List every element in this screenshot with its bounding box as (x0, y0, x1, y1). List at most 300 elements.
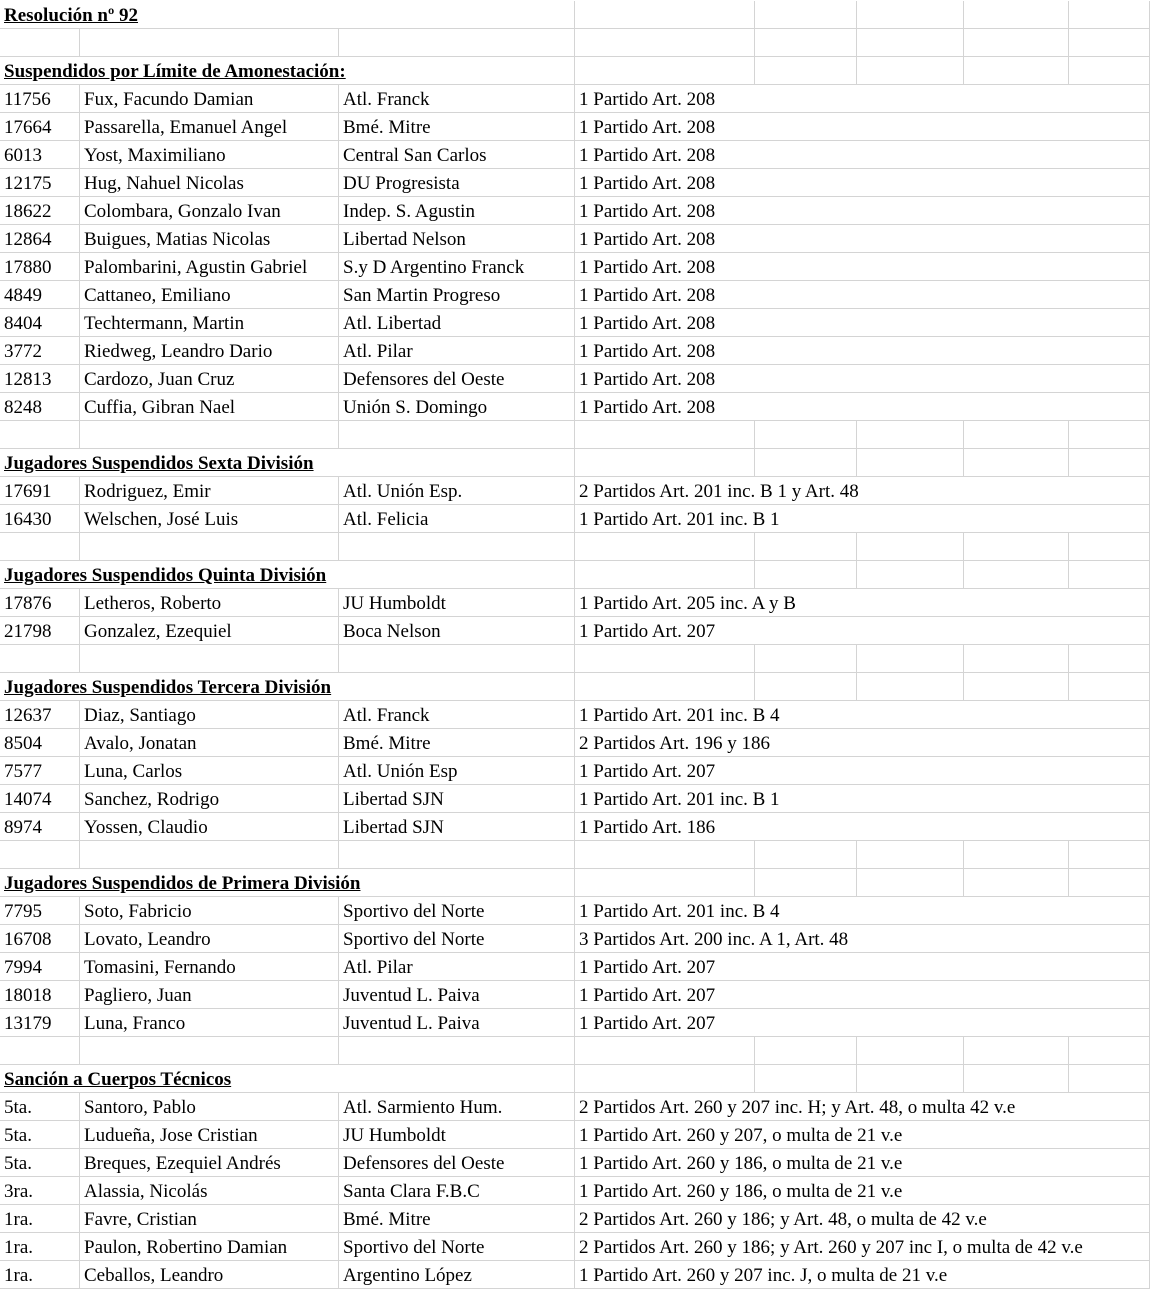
club-cell[interactable]: Libertad SJN (339, 785, 575, 812)
empty-cell[interactable] (575, 533, 755, 560)
name-cell[interactable]: Paulon, Robertino Damian (80, 1233, 339, 1260)
empty-cell[interactable] (0, 533, 80, 560)
empty-cell[interactable] (857, 29, 964, 56)
empty-cell[interactable] (857, 813, 964, 840)
empty-cell[interactable] (857, 197, 964, 224)
sanction-cell[interactable]: 1 Partido Art. 260 y 207, o multa de 21 v.e (579, 1125, 903, 1146)
empty-cell[interactable] (575, 1065, 755, 1092)
empty-cell[interactable] (1069, 85, 1150, 112)
empty-cell[interactable] (964, 981, 1069, 1008)
empty-cell[interactable] (339, 1037, 575, 1064)
sanction-cell[interactable]: 1 Partido Art. 207 (579, 985, 716, 1006)
sanction-cell[interactable]: 1 Partido Art. 207 (579, 957, 716, 978)
sanction-cell[interactable]: 1 Partido Art. 260 y 186, o multa de 21 v.e (579, 1181, 903, 1202)
id-cell[interactable]: 12813 (0, 365, 80, 392)
club-cell[interactable]: Sportivo del Norte (339, 925, 575, 952)
name-cell[interactable]: Passarella, Emanuel Angel (80, 113, 339, 140)
empty-cell[interactable] (575, 841, 755, 868)
empty-cell[interactable] (964, 1261, 1069, 1288)
empty-cell[interactable] (1069, 673, 1150, 700)
empty-cell[interactable] (755, 1065, 857, 1092)
empty-cell[interactable] (1069, 141, 1150, 168)
sanction-cell[interactable]: 1 Partido Art. 208 (579, 341, 716, 362)
empty-cell[interactable] (1069, 197, 1150, 224)
empty-cell[interactable] (1069, 533, 1150, 560)
club-cell[interactable]: Sportivo del Norte (339, 897, 575, 924)
id-cell[interactable]: 17880 (0, 253, 80, 280)
empty-cell[interactable] (0, 645, 80, 672)
empty-cell[interactable] (964, 785, 1069, 812)
id-cell[interactable]: 8504 (0, 729, 80, 756)
empty-cell[interactable] (755, 309, 857, 336)
empty-cell[interactable] (339, 841, 575, 868)
empty-cell[interactable] (964, 1121, 1069, 1148)
empty-cell[interactable] (755, 1121, 857, 1148)
empty-cell[interactable] (80, 645, 339, 672)
empty-cell[interactable] (755, 813, 857, 840)
club-cell[interactable]: Juventud L. Paiva (339, 981, 575, 1008)
name-cell[interactable]: Riedweg, Leandro Dario (80, 337, 339, 364)
club-cell[interactable]: Boca Nelson (339, 617, 575, 644)
club-cell[interactable]: San Martin Progreso (339, 281, 575, 308)
sanction-cell[interactable]: 1 Partido Art. 208 (579, 397, 716, 418)
sanction-cell[interactable]: 2 Partidos Art. 260 y 186; y Art. 48, o multa de 42 v.e (579, 1209, 987, 1230)
empty-cell[interactable] (1069, 225, 1150, 252)
sanction-cell[interactable]: 1 Partido Art. 208 (579, 201, 716, 222)
empty-cell[interactable] (1069, 1205, 1150, 1232)
name-cell[interactable]: Soto, Fabricio (80, 897, 339, 924)
empty-cell[interactable] (1069, 953, 1150, 980)
empty-cell[interactable] (575, 449, 755, 476)
empty-cell[interactable] (339, 673, 575, 700)
empty-cell[interactable] (1069, 281, 1150, 308)
club-cell[interactable]: Unión S. Domingo (339, 393, 575, 420)
name-cell[interactable]: Ludueña, Jose Cristian (80, 1121, 339, 1148)
id-cell[interactable]: 18622 (0, 197, 80, 224)
club-cell[interactable]: Juventud L. Paiva (339, 1009, 575, 1036)
empty-cell[interactable] (1069, 925, 1150, 952)
empty-cell[interactable] (1069, 29, 1150, 56)
sanction-cell[interactable]: 2 Partidos Art. 260 y 207 inc. H; y Art. 48, o multa 42 v.e (579, 1097, 1016, 1118)
empty-cell[interactable] (1069, 421, 1150, 448)
name-cell[interactable]: Palombarini, Agustin Gabriel (80, 253, 339, 280)
club-cell[interactable]: Sportivo del Norte (339, 1233, 575, 1260)
id-cell[interactable]: 16430 (0, 505, 80, 532)
id-cell[interactable]: 11756 (0, 85, 80, 112)
sanction-cell[interactable]: 3 Partidos Art. 200 inc. A 1, Art. 48 (579, 929, 849, 950)
empty-cell[interactable] (964, 673, 1069, 700)
sanction-cell[interactable]: 1 Partido Art. 201 inc. B 1 (579, 509, 780, 530)
empty-cell[interactable] (755, 617, 857, 644)
empty-cell[interactable] (755, 785, 857, 812)
name-cell[interactable]: Diaz, Santiago (80, 701, 339, 728)
empty-cell[interactable] (755, 337, 857, 364)
empty-cell[interactable] (857, 757, 964, 784)
empty-cell[interactable] (339, 29, 575, 56)
empty-cell[interactable] (964, 1, 1069, 28)
empty-cell[interactable] (575, 561, 755, 588)
name-cell[interactable]: Hug, Nahuel Nicolas (80, 169, 339, 196)
club-cell[interactable]: Atl. Unión Esp (339, 757, 575, 784)
empty-cell[interactable] (575, 1, 755, 28)
club-cell[interactable]: Libertad Nelson (339, 225, 575, 252)
empty-cell[interactable] (857, 897, 964, 924)
empty-cell[interactable] (857, 1037, 964, 1064)
id-cell[interactable]: 3772 (0, 337, 80, 364)
name-cell[interactable]: Luna, Carlos (80, 757, 339, 784)
id-cell[interactable]: 17664 (0, 113, 80, 140)
empty-cell[interactable] (755, 141, 857, 168)
empty-cell[interactable] (857, 1233, 964, 1260)
empty-cell[interactable] (1069, 841, 1150, 868)
id-cell[interactable]: 5ta. (0, 1149, 80, 1176)
empty-cell[interactable] (857, 1065, 964, 1092)
club-cell[interactable]: Atl. Pilar (339, 337, 575, 364)
empty-cell[interactable] (857, 645, 964, 672)
empty-cell[interactable] (80, 421, 339, 448)
empty-cell[interactable] (964, 533, 1069, 560)
sanction-cell[interactable]: 1 Partido Art. 201 inc. B 1 (579, 789, 780, 810)
empty-cell[interactable] (1069, 393, 1150, 420)
empty-cell[interactable] (964, 701, 1069, 728)
empty-cell[interactable] (964, 337, 1069, 364)
empty-cell[interactable] (575, 645, 755, 672)
empty-cell[interactable] (857, 393, 964, 420)
empty-cell[interactable] (1069, 1037, 1150, 1064)
empty-cell[interactable] (755, 449, 857, 476)
empty-cell[interactable] (1069, 253, 1150, 280)
empty-cell[interactable] (339, 57, 575, 84)
name-cell[interactable]: Luna, Franco (80, 1009, 339, 1036)
empty-cell[interactable] (1069, 1149, 1150, 1176)
empty-cell[interactable] (575, 869, 755, 896)
empty-cell[interactable] (964, 505, 1069, 532)
empty-cell[interactable] (339, 449, 575, 476)
club-cell[interactable]: Argentino López (339, 1261, 575, 1288)
id-cell[interactable]: 7994 (0, 953, 80, 980)
id-cell[interactable]: 1ra. (0, 1205, 80, 1232)
club-cell[interactable]: Atl. Franck (339, 85, 575, 112)
empty-cell[interactable] (857, 1009, 964, 1036)
empty-cell[interactable] (857, 841, 964, 868)
sanction-cell[interactable]: 2 Partidos Art. 201 inc. B 1 y Art. 48 (579, 481, 859, 502)
empty-cell[interactable] (755, 1, 857, 28)
empty-cell[interactable] (755, 505, 857, 532)
empty-cell[interactable] (964, 57, 1069, 84)
empty-cell[interactable] (1069, 505, 1150, 532)
empty-cell[interactable] (1069, 1121, 1150, 1148)
sanction-cell[interactable]: 1 Partido Art. 208 (579, 257, 716, 278)
club-cell[interactable]: Defensores del Oeste (339, 1149, 575, 1176)
empty-cell[interactable] (1069, 337, 1150, 364)
sanction-cell[interactable]: 1 Partido Art. 208 (579, 285, 716, 306)
empty-cell[interactable] (755, 869, 857, 896)
empty-cell[interactable] (857, 701, 964, 728)
empty-cell[interactable] (964, 925, 1069, 952)
empty-cell[interactable] (575, 421, 755, 448)
sanction-cell[interactable]: 1 Partido Art. 201 inc. B 4 (579, 705, 780, 726)
empty-cell[interactable] (964, 1093, 1069, 1120)
id-cell[interactable]: 17876 (0, 589, 80, 616)
empty-cell[interactable] (1069, 309, 1150, 336)
id-cell[interactable]: 8404 (0, 309, 80, 336)
empty-cell[interactable] (755, 169, 857, 196)
name-cell[interactable]: Tomasini, Fernando (80, 953, 339, 980)
empty-cell[interactable] (1069, 1009, 1150, 1036)
empty-cell[interactable] (755, 897, 857, 924)
club-cell[interactable]: Atl. Unión Esp. (339, 477, 575, 504)
empty-cell[interactable] (0, 841, 80, 868)
name-cell[interactable]: Colombara, Gonzalo Ivan (80, 197, 339, 224)
id-cell[interactable]: 17691 (0, 477, 80, 504)
id-cell[interactable]: 5ta. (0, 1121, 80, 1148)
empty-cell[interactable] (964, 253, 1069, 280)
empty-cell[interactable] (857, 785, 964, 812)
empty-cell[interactable] (339, 1065, 575, 1092)
empty-cell[interactable] (857, 57, 964, 84)
empty-cell[interactable] (964, 841, 1069, 868)
empty-cell[interactable] (1069, 561, 1150, 588)
name-cell[interactable]: Ceballos, Leandro (80, 1261, 339, 1288)
empty-cell[interactable] (964, 365, 1069, 392)
empty-cell[interactable] (1069, 729, 1150, 756)
sanction-cell[interactable]: 1 Partido Art. 208 (579, 145, 716, 166)
empty-cell[interactable] (964, 393, 1069, 420)
empty-cell[interactable] (857, 589, 964, 616)
empty-cell[interactable] (857, 449, 964, 476)
empty-cell[interactable] (80, 1037, 339, 1064)
empty-cell[interactable] (0, 1037, 80, 1064)
empty-cell[interactable] (964, 113, 1069, 140)
empty-cell[interactable] (857, 141, 964, 168)
empty-cell[interactable] (755, 729, 857, 756)
name-cell[interactable]: Avalo, Jonatan (80, 729, 339, 756)
empty-cell[interactable] (857, 1121, 964, 1148)
empty-cell[interactable] (964, 953, 1069, 980)
name-cell[interactable]: Gonzalez, Ezequiel (80, 617, 339, 644)
empty-cell[interactable] (755, 477, 857, 504)
empty-cell[interactable] (339, 1, 575, 28)
id-cell[interactable]: 1ra. (0, 1261, 80, 1288)
empty-cell[interactable] (755, 253, 857, 280)
sanction-cell[interactable]: 1 Partido Art. 260 y 207 inc. J, o multa de 21 v.e (579, 1265, 948, 1286)
club-cell[interactable]: Atl. Felicia (339, 505, 575, 532)
empty-cell[interactable] (1069, 785, 1150, 812)
empty-cell[interactable] (1069, 113, 1150, 140)
club-cell[interactable]: JU Humboldt (339, 1121, 575, 1148)
club-cell[interactable]: Indep. S. Agustin (339, 197, 575, 224)
empty-cell[interactable] (755, 1177, 857, 1204)
club-cell[interactable]: Bmé. Mitre (339, 729, 575, 756)
empty-cell[interactable] (755, 1205, 857, 1232)
name-cell[interactable]: Yost, Maximiliano (80, 141, 339, 168)
empty-cell[interactable] (964, 561, 1069, 588)
club-cell[interactable]: Bmé. Mitre (339, 113, 575, 140)
empty-cell[interactable] (857, 1149, 964, 1176)
empty-cell[interactable] (857, 337, 964, 364)
empty-cell[interactable] (964, 449, 1069, 476)
empty-cell[interactable] (857, 505, 964, 532)
empty-cell[interactable] (857, 981, 964, 1008)
empty-cell[interactable] (1069, 1, 1150, 28)
empty-cell[interactable] (857, 365, 964, 392)
empty-cell[interactable] (964, 141, 1069, 168)
sanction-cell[interactable]: 1 Partido Art. 208 (579, 313, 716, 334)
name-cell[interactable]: Cattaneo, Emiliano (80, 281, 339, 308)
sanction-cell[interactable]: 1 Partido Art. 208 (579, 117, 716, 138)
name-cell[interactable]: Cuffia, Gibran Nael (80, 393, 339, 420)
empty-cell[interactable] (964, 757, 1069, 784)
empty-cell[interactable] (964, 617, 1069, 644)
empty-cell[interactable] (1069, 1177, 1150, 1204)
empty-cell[interactable] (755, 365, 857, 392)
club-cell[interactable]: DU Progresista (339, 169, 575, 196)
id-cell[interactable]: 7795 (0, 897, 80, 924)
name-cell[interactable]: Rodriguez, Emir (80, 477, 339, 504)
name-cell[interactable]: Sanchez, Rodrigo (80, 785, 339, 812)
empty-cell[interactable] (857, 169, 964, 196)
empty-cell[interactable] (964, 1177, 1069, 1204)
empty-cell[interactable] (1069, 897, 1150, 924)
empty-cell[interactable] (575, 673, 755, 700)
name-cell[interactable]: Buigues, Matias Nicolas (80, 225, 339, 252)
empty-cell[interactable] (964, 197, 1069, 224)
sanction-cell[interactable]: 1 Partido Art. 208 (579, 369, 716, 390)
empty-cell[interactable] (857, 533, 964, 560)
empty-cell[interactable] (857, 953, 964, 980)
name-cell[interactable]: Alassia, Nicolás (80, 1177, 339, 1204)
id-cell[interactable]: 21798 (0, 617, 80, 644)
id-cell[interactable]: 16708 (0, 925, 80, 952)
id-cell[interactable]: 8248 (0, 393, 80, 420)
empty-cell[interactable] (964, 421, 1069, 448)
club-cell[interactable]: Libertad SJN (339, 813, 575, 840)
empty-cell[interactable] (755, 1261, 857, 1288)
empty-cell[interactable] (755, 1233, 857, 1260)
id-cell[interactable]: 18018 (0, 981, 80, 1008)
empty-cell[interactable] (964, 1065, 1069, 1092)
empty-cell[interactable] (755, 841, 857, 868)
empty-cell[interactable] (575, 1037, 755, 1064)
name-cell[interactable]: Yossen, Claudio (80, 813, 339, 840)
empty-cell[interactable] (857, 869, 964, 896)
empty-cell[interactable] (857, 113, 964, 140)
empty-cell[interactable] (857, 1261, 964, 1288)
sanction-cell[interactable]: 1 Partido Art. 207 (579, 621, 716, 642)
empty-cell[interactable] (755, 113, 857, 140)
empty-cell[interactable] (755, 29, 857, 56)
empty-cell[interactable] (964, 813, 1069, 840)
empty-cell[interactable] (964, 1009, 1069, 1036)
empty-cell[interactable] (1069, 1233, 1150, 1260)
empty-cell[interactable] (1069, 477, 1150, 504)
id-cell[interactable]: 6013 (0, 141, 80, 168)
empty-cell[interactable] (857, 1177, 964, 1204)
empty-cell[interactable] (339, 533, 575, 560)
empty-cell[interactable] (857, 1205, 964, 1232)
id-cell[interactable]: 5ta. (0, 1093, 80, 1120)
club-cell[interactable]: Central San Carlos (339, 141, 575, 168)
sanction-cell[interactable]: 2 Partidos Art. 260 y 186; y Art. 260 y 207 inc I, o multa de 42 v.e (579, 1237, 1083, 1258)
empty-cell[interactable] (964, 869, 1069, 896)
empty-cell[interactable] (755, 1037, 857, 1064)
empty-cell[interactable] (857, 421, 964, 448)
empty-cell[interactable] (755, 953, 857, 980)
id-cell[interactable]: 8974 (0, 813, 80, 840)
empty-cell[interactable] (755, 589, 857, 616)
empty-cell[interactable] (857, 281, 964, 308)
empty-cell[interactable] (964, 477, 1069, 504)
sanction-cell[interactable]: 1 Partido Art. 205 inc. A y B (579, 593, 796, 614)
empty-cell[interactable] (1069, 981, 1150, 1008)
empty-cell[interactable] (575, 57, 755, 84)
empty-cell[interactable] (755, 421, 857, 448)
id-cell[interactable]: 3ra. (0, 1177, 80, 1204)
empty-cell[interactable] (857, 561, 964, 588)
empty-cell[interactable] (857, 1093, 964, 1120)
empty-cell[interactable] (964, 1037, 1069, 1064)
empty-cell[interactable] (80, 841, 339, 868)
empty-cell[interactable] (857, 673, 964, 700)
name-cell[interactable]: Favre, Cristian (80, 1205, 339, 1232)
name-cell[interactable]: Breques, Ezequiel Andrés (80, 1149, 339, 1176)
club-cell[interactable]: Bmé. Mitre (339, 1205, 575, 1232)
empty-cell[interactable] (1069, 449, 1150, 476)
name-cell[interactable]: Cardozo, Juan Cruz (80, 365, 339, 392)
empty-cell[interactable] (755, 645, 857, 672)
club-cell[interactable]: S.y D Argentino Franck (339, 253, 575, 280)
sanction-cell[interactable]: 1 Partido Art. 201 inc. B 4 (579, 901, 780, 922)
empty-cell[interactable] (0, 29, 80, 56)
empty-cell[interactable] (339, 645, 575, 672)
empty-cell[interactable] (1069, 1093, 1150, 1120)
name-cell[interactable]: Santoro, Pablo (80, 1093, 339, 1120)
empty-cell[interactable] (339, 561, 575, 588)
empty-cell[interactable] (964, 281, 1069, 308)
club-cell[interactable]: Atl. Sarmiento Hum. (339, 1093, 575, 1120)
id-cell[interactable]: 12637 (0, 701, 80, 728)
id-cell[interactable]: 12175 (0, 169, 80, 196)
club-cell[interactable]: Atl. Libertad (339, 309, 575, 336)
empty-cell[interactable] (964, 29, 1069, 56)
empty-cell[interactable] (964, 1205, 1069, 1232)
empty-cell[interactable] (857, 85, 964, 112)
empty-cell[interactable] (1069, 57, 1150, 84)
empty-cell[interactable] (1069, 869, 1150, 896)
empty-cell[interactable] (1069, 589, 1150, 616)
empty-cell[interactable] (1069, 645, 1150, 672)
empty-cell[interactable] (755, 1093, 857, 1120)
empty-cell[interactable] (755, 1009, 857, 1036)
empty-cell[interactable] (857, 925, 964, 952)
empty-cell[interactable] (857, 477, 964, 504)
empty-cell[interactable] (964, 645, 1069, 672)
empty-cell[interactable] (1069, 1065, 1150, 1092)
empty-cell[interactable] (755, 981, 857, 1008)
empty-cell[interactable] (857, 1, 964, 28)
empty-cell[interactable] (964, 85, 1069, 112)
id-cell[interactable]: 4849 (0, 281, 80, 308)
empty-cell[interactable] (755, 757, 857, 784)
sanction-cell[interactable]: 1 Partido Art. 208 (579, 229, 716, 250)
sanction-cell[interactable]: 1 Partido Art. 208 (579, 89, 716, 110)
empty-cell[interactable] (1069, 701, 1150, 728)
empty-cell[interactable] (857, 225, 964, 252)
empty-cell[interactable] (1069, 617, 1150, 644)
sanction-cell[interactable]: 1 Partido Art. 186 (579, 817, 716, 838)
empty-cell[interactable] (755, 533, 857, 560)
empty-cell[interactable] (755, 281, 857, 308)
